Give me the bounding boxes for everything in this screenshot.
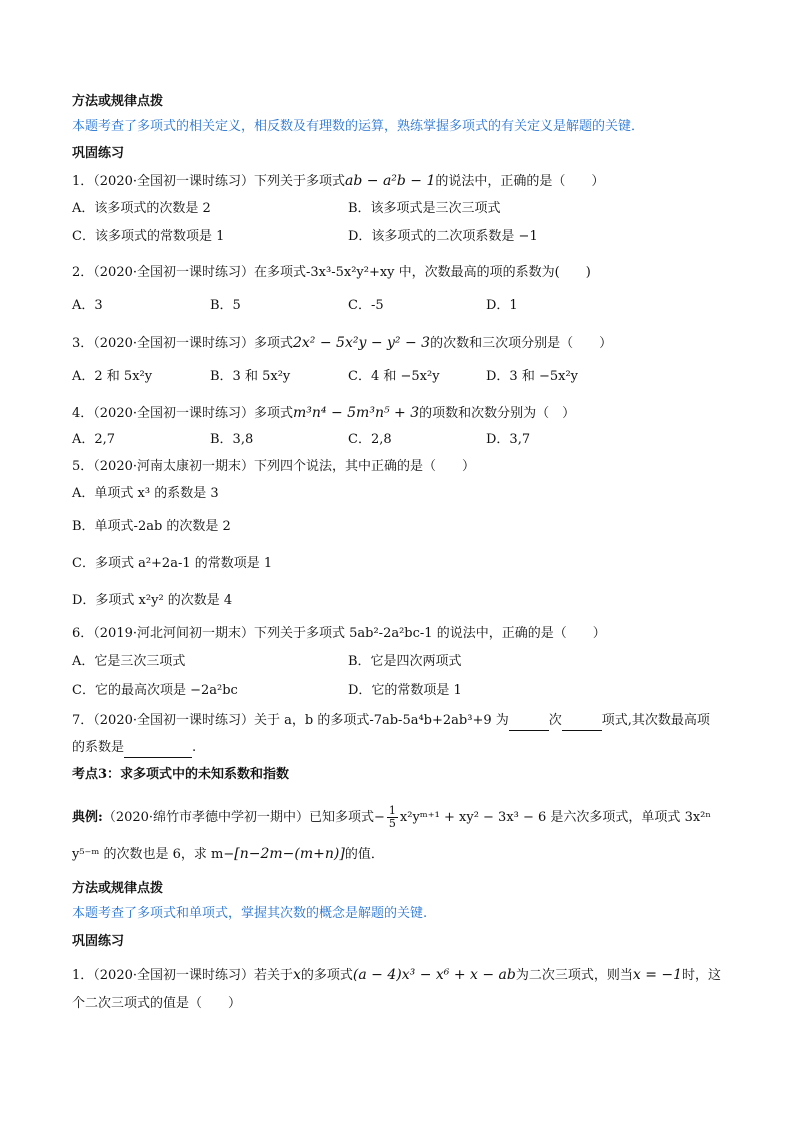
question-1-stem: 1．（2020·全国初一课时练习）下列关于多项式ab − a²b − 1的说法中，正确的是（ ） — [72, 173, 605, 189]
q1-option-b: B．该多项式是三次三项式 — [348, 201, 501, 216]
question-7-line-1: 7．（2020·全国初一课时练习）关于 a，b 的多项式-7ab-5a⁴b+2ab³+9 为 次 项式,其次数最高项 — [72, 712, 710, 731]
example-label: 典例: — [72, 810, 103, 825]
example-expression: [n−2m−(m+n)] — [234, 846, 345, 862]
practice-heading-2: 巩固练习 — [72, 934, 125, 949]
q6-option-b: B．它是四次两项式 — [348, 654, 462, 669]
q7-blank-1 — [509, 712, 549, 731]
tip-heading-2: 方法或规律点拨 — [72, 881, 164, 896]
q1-option-a: A．该多项式的次数是 2 — [72, 201, 211, 216]
question-3-stem: 3．（2020·全国初一课时练习）多项式2x² − 5x²y − y² − 3的次数和三次项分别是（ ） — [72, 335, 613, 351]
q4-option-d: D．3,7 — [486, 432, 531, 447]
q6-option-c: C．它的最高次项是 −2a²bc — [72, 683, 238, 698]
q4-option-c: C．2,8 — [348, 432, 392, 447]
tip-text-2: 本题考查了多项式和单项式，掌握其次数的概念是解题的关键. — [72, 906, 428, 921]
q6-option-a: A．它是三次三项式 — [72, 654, 186, 669]
q6-option-d: D．它的常数项是 1 — [348, 683, 462, 698]
q3-option-b: B．3 和 5x²y — [210, 369, 291, 384]
q5-option-b: B．单项式-2ab 的次数是 2 — [72, 519, 231, 534]
topic-3-heading: 考点3：求多项式中的未知系数和指数 — [72, 767, 290, 782]
q8-condition: x = −1 — [632, 967, 683, 983]
q4-option-b: B．3,8 — [210, 432, 254, 447]
q3-option-d: D．3 和 −5x²y — [486, 369, 579, 384]
q3-option-a: A．2 和 5x²y — [72, 369, 153, 384]
q7-blank-2 — [562, 712, 602, 731]
question-8-line-2: 个二次三项式的值是（ ） — [72, 996, 242, 1011]
question-5-stem: 5．（2020·河南太康初一期末）下列四个说法，其中正确的是（ ） — [72, 459, 475, 474]
question-2-stem: 2．（2020·全国初一课时练习）在多项式-3x³-5x²y²+xy 中，次数最高的项的系数为( ) — [72, 265, 591, 280]
q3-option-c: C．4 和 −5x²y — [348, 369, 440, 384]
q1-option-c: C．该多项式的常数项是 1 — [72, 229, 225, 244]
example-line-2: y⁵⁻ᵐ 的次数也是 6，求 m−[n−2m−(m+n)]的值． — [72, 846, 384, 862]
q5-option-c: C．多项式 a²+2a-1 的常数项是 1 — [72, 556, 273, 571]
q4-expression: m³n⁴ − 5m³n⁵ + 3 — [293, 405, 420, 421]
example-line-1: 典例:（2020·绵竹市孝德中学初一期中）已知多项式− $\frac{1}{5}$ x²yᵐ⁺¹ + xy² − 3x³ − 6 是六次多项式，单项式 3x²ⁿ — [72, 804, 712, 830]
q8-expression: (a − 4)x³ − x⁶ + x − ab — [352, 967, 516, 983]
question-4-stem: 4．（2020·全国初一课时练习）多项式m³n⁴ − 5m³n⁵ + 3的项数和次数分别为（ ） — [72, 405, 576, 421]
question-8-line-1: 1．（2020·全国初一课时练习）若关于x的多项式(a − 4)x³ − x⁶ + x − ab为二次三项式，则当x = −1时，这 — [72, 967, 722, 983]
question-6-stem: 6．（2019·河北河间初一期末）下列关于多项式 5ab²-2a²bc-1 的说法中，正确的是（ ） — [72, 626, 606, 641]
tip-heading-1: 方法或规律点拨 — [72, 94, 164, 109]
q1-expression: ab − a²b − 1 — [345, 173, 436, 189]
q5-option-a: A．单项式 x³ 的系数是 3 — [72, 486, 219, 501]
q4-option-a: A．2,7 — [72, 432, 116, 447]
q5-option-d: D．多项式 x²y² 的次数是 4 — [72, 593, 233, 608]
q7-blank-3 — [124, 739, 192, 758]
q2-option-a: A．3 — [72, 298, 103, 313]
practice-heading-1: 巩固练习 — [72, 146, 125, 161]
q1-option-d: D．该多项式的二次项系数是 −1 — [348, 229, 538, 244]
tip-text-1: 本题考查了多项式的相关定义，相反数及有理数的运算，熟练掌握多项式的有关定义是解题的关键． — [72, 119, 645, 134]
q2-option-b: B．5 — [210, 298, 241, 313]
q2-option-c: C．-5 — [348, 298, 384, 313]
question-7-line-2: 的系数是 . — [72, 739, 196, 758]
fraction-one-fifth: $\frac{1}{5}$ — [388, 804, 396, 830]
q2-option-d: D．1 — [486, 298, 518, 313]
q3-expression: 2x² − 5x²y − y² − 3 — [293, 335, 431, 351]
